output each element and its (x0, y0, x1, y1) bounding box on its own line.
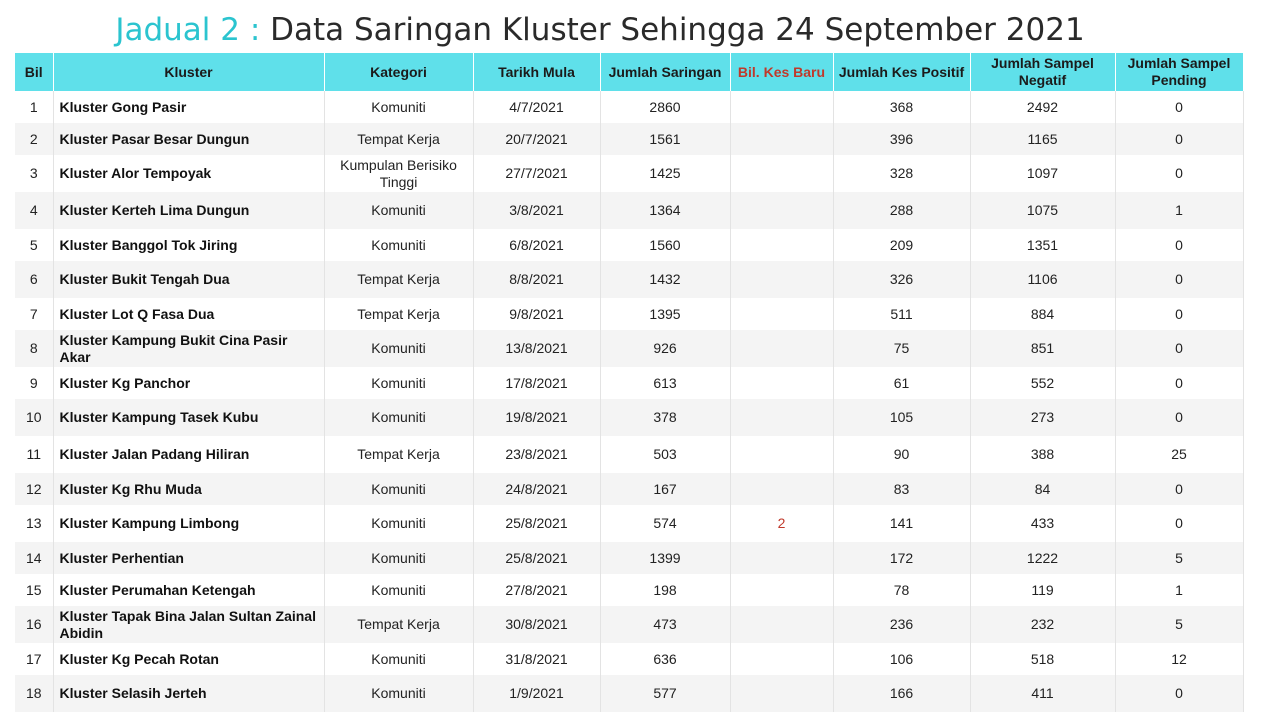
cell-kluster: Kluster Bukit Tengah Dua (53, 261, 324, 298)
cell-bil-kes-baru: 2 (730, 505, 833, 542)
cell-tarikh-mula: 3/8/2021 (473, 192, 600, 229)
cell-bil-kes-baru (730, 298, 833, 330)
cell-bil-kes-baru (730, 192, 833, 229)
cell-bil-kes-baru (730, 91, 833, 123)
cell-jumlah-kes-positif: 368 (833, 91, 970, 123)
cell-bil: 13 (15, 505, 53, 542)
header-tarikh-mula: Tarikh Mula (473, 53, 600, 91)
cell-jumlah-kes-positif: 78 (833, 574, 970, 606)
cell-tarikh-mula: 25/8/2021 (473, 542, 600, 574)
cell-tarikh-mula: 27/7/2021 (473, 155, 600, 192)
cell-jumlah-kes-positif: 172 (833, 542, 970, 574)
cell-tarikh-mula: 17/8/2021 (473, 367, 600, 399)
cell-kategori: Komuniti (324, 574, 473, 606)
title-prefix: Jadual 2 : (115, 12, 271, 48)
cell-kategori: Komuniti (324, 643, 473, 675)
cell-jumlah-sampel-pending: 0 (1115, 330, 1243, 367)
header-jumlah-sampel-negatif: Jumlah Sampel Negatif (970, 53, 1115, 91)
cell-bil: 18 (15, 675, 53, 712)
table-header-row (15, 53, 1243, 91)
cell-tarikh-mula: 25/8/2021 (473, 505, 600, 542)
cell-jumlah-sampel-negatif: 1106 (970, 261, 1115, 298)
cell-bil-kes-baru (730, 436, 833, 473)
cell-jumlah-sampel-pending: 1 (1115, 574, 1243, 606)
cell-kluster: Kluster Kampung Tasek Kubu (53, 399, 324, 436)
table-row (15, 675, 1243, 712)
cell-jumlah-saringan: 1432 (600, 261, 730, 298)
cell-jumlah-saringan: 574 (600, 505, 730, 542)
cell-kluster: Kluster Kerteh Lima Dungun (53, 192, 324, 229)
cell-jumlah-sampel-pending: 0 (1115, 367, 1243, 399)
cell-kluster: Kluster Kg Pecah Rotan (53, 643, 324, 675)
table-row (15, 574, 1243, 606)
cell-jumlah-sampel-negatif: 1075 (970, 192, 1115, 229)
cell-jumlah-kes-positif: 141 (833, 505, 970, 542)
table-row (15, 298, 1243, 330)
header-bil: Bil (15, 53, 53, 91)
cell-tarikh-mula: 24/8/2021 (473, 473, 600, 505)
table-row (15, 436, 1243, 473)
cell-jumlah-kes-positif: 396 (833, 123, 970, 155)
cell-kategori: Kumpulan Berisiko Tinggi (324, 155, 473, 192)
cell-jumlah-kes-positif: 328 (833, 155, 970, 192)
cell-jumlah-kes-positif: 106 (833, 643, 970, 675)
header-kategori: Kategori (324, 53, 473, 91)
cell-jumlah-sampel-negatif: 232 (970, 606, 1115, 643)
cell-jumlah-sampel-negatif: 2492 (970, 91, 1115, 123)
cell-bil: 3 (15, 155, 53, 192)
cell-bil-kes-baru (730, 643, 833, 675)
cell-jumlah-saringan: 577 (600, 675, 730, 712)
cell-tarikh-mula: 1/9/2021 (473, 675, 600, 712)
cell-kategori: Komuniti (324, 675, 473, 712)
cell-jumlah-sampel-pending: 5 (1115, 606, 1243, 643)
cell-bil: 17 (15, 643, 53, 675)
cell-bil-kes-baru (730, 574, 833, 606)
cell-jumlah-kes-positif: 90 (833, 436, 970, 473)
table-row (15, 643, 1243, 675)
header-kluster: Kluster (53, 53, 324, 91)
table-row (15, 91, 1243, 123)
cell-tarikh-mula: 9/8/2021 (473, 298, 600, 330)
header-jumlah-kes-positif: Jumlah Kes Positif (833, 53, 970, 91)
table-row (15, 155, 1243, 192)
cell-bil: 2 (15, 123, 53, 155)
cell-kluster: Kluster Kampung Bukit Cina Pasir Akar (53, 330, 324, 367)
cell-jumlah-sampel-pending: 0 (1115, 261, 1243, 298)
cell-jumlah-saringan: 378 (600, 399, 730, 436)
cell-bil: 8 (15, 330, 53, 367)
table-row (15, 229, 1243, 261)
cell-jumlah-sampel-negatif: 84 (970, 473, 1115, 505)
table-row (15, 399, 1243, 436)
cell-bil-kes-baru (730, 542, 833, 574)
header-jumlah-sampel-pending: Jumlah Sampel Pending (1115, 53, 1243, 91)
cell-jumlah-kes-positif: 166 (833, 675, 970, 712)
cell-bil: 10 (15, 399, 53, 436)
cell-bil: 14 (15, 542, 53, 574)
cell-jumlah-sampel-pending: 0 (1115, 473, 1243, 505)
cell-kategori: Komuniti (324, 542, 473, 574)
cell-jumlah-kes-positif: 326 (833, 261, 970, 298)
cell-bil: 5 (15, 229, 53, 261)
cell-jumlah-kes-positif: 209 (833, 229, 970, 261)
cell-jumlah-saringan: 2860 (600, 91, 730, 123)
title-main: Data Saringan Kluster Sehingga 24 September 2021 (270, 12, 1085, 48)
cell-jumlah-saringan: 1560 (600, 229, 730, 261)
cell-jumlah-sampel-pending: 25 (1115, 436, 1243, 473)
cell-jumlah-sampel-pending: 0 (1115, 91, 1243, 123)
cell-kluster: Kluster Kampung Limbong (53, 505, 324, 542)
cell-jumlah-saringan: 636 (600, 643, 730, 675)
cell-jumlah-sampel-negatif: 518 (970, 643, 1115, 675)
cell-kluster: Kluster Kg Rhu Muda (53, 473, 324, 505)
cell-jumlah-sampel-negatif: 119 (970, 574, 1115, 606)
cluster-table (15, 53, 1244, 712)
table-row (15, 542, 1243, 574)
cell-jumlah-sampel-negatif: 433 (970, 505, 1115, 542)
cell-jumlah-sampel-pending: 12 (1115, 643, 1243, 675)
cell-jumlah-kes-positif: 288 (833, 192, 970, 229)
cell-tarikh-mula: 4/7/2021 (473, 91, 600, 123)
cell-jumlah-sampel-negatif: 273 (970, 399, 1115, 436)
cell-kluster: Kluster Jalan Padang Hiliran (53, 436, 324, 473)
cell-jumlah-saringan: 167 (600, 473, 730, 505)
cell-kategori: Komuniti (324, 192, 473, 229)
cell-jumlah-saringan: 1425 (600, 155, 730, 192)
cell-bil: 16 (15, 606, 53, 643)
cell-kluster: Kluster Selasih Jerteh (53, 675, 324, 712)
cell-tarikh-mula: 13/8/2021 (473, 330, 600, 367)
cell-bil-kes-baru (730, 155, 833, 192)
cell-tarikh-mula: 20/7/2021 (473, 123, 600, 155)
cell-jumlah-kes-positif: 511 (833, 298, 970, 330)
cell-jumlah-saringan: 1561 (600, 123, 730, 155)
cell-jumlah-sampel-pending: 5 (1115, 542, 1243, 574)
table-row (15, 330, 1243, 367)
cell-jumlah-sampel-pending: 0 (1115, 155, 1243, 192)
cell-jumlah-sampel-negatif: 1165 (970, 123, 1115, 155)
cell-jumlah-sampel-pending: 0 (1115, 229, 1243, 261)
cell-jumlah-sampel-pending: 0 (1115, 505, 1243, 542)
cell-jumlah-sampel-negatif: 1351 (970, 229, 1115, 261)
cell-bil: 6 (15, 261, 53, 298)
table-row (15, 505, 1243, 542)
cell-jumlah-sampel-pending: 0 (1115, 123, 1243, 155)
cell-kluster: Kluster Gong Pasir (53, 91, 324, 123)
cell-kategori: Komuniti (324, 330, 473, 367)
cell-jumlah-saringan: 613 (600, 367, 730, 399)
cell-bil-kes-baru (730, 675, 833, 712)
cell-kluster: Kluster Perumahan Ketengah (53, 574, 324, 606)
cell-kluster: Kluster Alor Tempoyak (53, 155, 324, 192)
cell-kategori: Komuniti (324, 91, 473, 123)
cell-jumlah-sampel-pending: 1 (1115, 192, 1243, 229)
cell-tarikh-mula: 19/8/2021 (473, 399, 600, 436)
cell-kluster: Kluster Tapak Bina Jalan Sultan Zainal Abidin (53, 606, 324, 643)
cell-bil: 12 (15, 473, 53, 505)
cell-jumlah-sampel-pending: 0 (1115, 298, 1243, 330)
cell-bil: 9 (15, 367, 53, 399)
cell-bil: 7 (15, 298, 53, 330)
cell-kluster: Kluster Perhentian (53, 542, 324, 574)
cell-bil-kes-baru (730, 229, 833, 261)
cell-bil: 4 (15, 192, 53, 229)
cell-jumlah-sampel-negatif: 884 (970, 298, 1115, 330)
cell-kluster: Kluster Kg Panchor (53, 367, 324, 399)
cell-bil-kes-baru (730, 123, 833, 155)
table-row (15, 473, 1243, 505)
cell-bil: 15 (15, 574, 53, 606)
cell-jumlah-kes-positif: 75 (833, 330, 970, 367)
cell-jumlah-kes-positif: 105 (833, 399, 970, 436)
cell-jumlah-sampel-pending: 0 (1115, 399, 1243, 436)
cell-tarikh-mula: 8/8/2021 (473, 261, 600, 298)
cell-jumlah-saringan: 473 (600, 606, 730, 643)
cell-tarikh-mula: 23/8/2021 (473, 436, 600, 473)
cell-kluster: Kluster Banggol Tok Jiring (53, 229, 324, 261)
cell-jumlah-saringan: 1399 (600, 542, 730, 574)
table-row (15, 606, 1243, 643)
cell-kategori: Tempat Kerja (324, 298, 473, 330)
page-title (0, 10, 1200, 50)
cell-bil-kes-baru (730, 399, 833, 436)
cell-kluster: Kluster Lot Q Fasa Dua (53, 298, 324, 330)
cell-tarikh-mula: 27/8/2021 (473, 574, 600, 606)
cell-kategori: Tempat Kerja (324, 261, 473, 298)
cell-jumlah-sampel-negatif: 1222 (970, 542, 1115, 574)
cell-kategori: Komuniti (324, 473, 473, 505)
cell-kategori: Komuniti (324, 505, 473, 542)
cell-kategori: Komuniti (324, 229, 473, 261)
cell-kluster: Kluster Pasar Besar Dungun (53, 123, 324, 155)
cell-kategori: Tempat Kerja (324, 436, 473, 473)
cell-jumlah-sampel-negatif: 1097 (970, 155, 1115, 192)
cell-jumlah-sampel-pending: 0 (1115, 675, 1243, 712)
cell-jumlah-saringan: 1364 (600, 192, 730, 229)
cell-kategori: Komuniti (324, 367, 473, 399)
cell-bil-kes-baru (730, 261, 833, 298)
cell-kategori: Komuniti (324, 399, 473, 436)
cell-jumlah-sampel-negatif: 851 (970, 330, 1115, 367)
cell-bil: 1 (15, 91, 53, 123)
table-row (15, 261, 1243, 298)
table-row (15, 367, 1243, 399)
cell-tarikh-mula: 31/8/2021 (473, 643, 600, 675)
cell-bil-kes-baru (730, 606, 833, 643)
cell-jumlah-kes-positif: 61 (833, 367, 970, 399)
header-bil-kes-baru: Bil. Kes Baru (730, 53, 833, 91)
cell-jumlah-sampel-negatif: 388 (970, 436, 1115, 473)
table-row (15, 123, 1243, 155)
cell-tarikh-mula: 30/8/2021 (473, 606, 600, 643)
cell-jumlah-sampel-negatif: 552 (970, 367, 1115, 399)
table-row (15, 192, 1243, 229)
cell-bil-kes-baru (730, 473, 833, 505)
cell-kategori: Tempat Kerja (324, 123, 473, 155)
cell-jumlah-kes-positif: 83 (833, 473, 970, 505)
header-jumlah-saringan: Jumlah Saringan (600, 53, 730, 91)
cell-tarikh-mula: 6/8/2021 (473, 229, 600, 261)
cell-bil-kes-baru (730, 330, 833, 367)
cell-jumlah-saringan: 503 (600, 436, 730, 473)
cell-jumlah-sampel-negatif: 411 (970, 675, 1115, 712)
cell-jumlah-kes-positif: 236 (833, 606, 970, 643)
cell-jumlah-saringan: 1395 (600, 298, 730, 330)
cell-bil-kes-baru (730, 367, 833, 399)
cell-jumlah-saringan: 198 (600, 574, 730, 606)
cell-bil: 11 (15, 436, 53, 473)
cell-kategori: Tempat Kerja (324, 606, 473, 643)
cell-jumlah-saringan: 926 (600, 330, 730, 367)
